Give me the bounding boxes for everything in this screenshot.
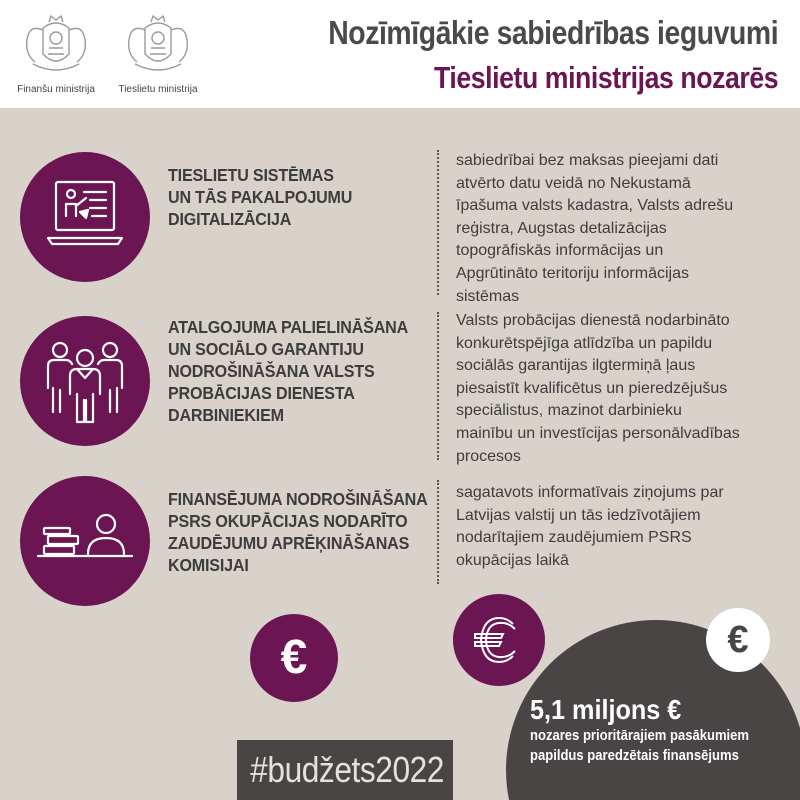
divider	[437, 480, 439, 584]
hashtag-text: #budžets2022	[250, 749, 444, 790]
divider	[437, 150, 439, 295]
logo-label: Finanšu ministrija	[17, 84, 95, 95]
benefit-description: sabiedrībai bez maksas pieejami dati atvērto datu veidā no Nekustamā īpašuma valsts kadastra, Valsts adrešu reģistra, Augstas detalizācijas topogrāfiskās informācijas un Apgrūtināto teritoriju informācijas sistēmas	[456, 152, 734, 305]
logo-label: Tieslietu ministrija	[118, 84, 198, 95]
benefit-title: TIESLIETU SISTĒMAS UN TĀS PAKALPOJUMU DIGITALIZĀCIJA	[168, 165, 353, 229]
people-group-icon	[20, 316, 150, 446]
euro-outline-icon	[453, 594, 545, 686]
euro-icon: €	[250, 614, 338, 702]
header	[0, 0, 800, 108]
summary-amount: 5,1 miljons €	[530, 694, 682, 725]
euro-icon: €	[706, 608, 770, 672]
summary-description: nozares prioritārajiem pasākumiem papildus paredzētais finansējums	[530, 728, 750, 764]
latvia-coat-of-arms-icon	[19, 14, 93, 78]
hashtag-badge	[237, 740, 453, 800]
page-subtitle: Tieslietu ministrijas nozarēs	[433, 60, 778, 95]
benefit-description: sagatavots informatīvais ziņojums par Latvijas valstij un tās iedzīvotājiem nodarītajiem zaudējumiem PSRS okupācijas laikā	[456, 484, 724, 569]
logo-finansu-ministrija	[6, 14, 106, 95]
benefit-title: ATALGOJUMA PALIELINĀŠANA UN SOCIĀLO GARANTIJU NODROŠINĀŠANA VALSTS PROBĀCIJAS DIENESTA DARBINIEKIEM	[168, 317, 409, 425]
person-desk-books-icon	[20, 476, 150, 606]
logo-tieslietu-ministrija	[108, 14, 208, 95]
page-title: Nozīmīgākie sabiedrības ieguvumi	[328, 14, 778, 51]
benefit-description: Valsts probācijas dienestā nodarbināto konkurētspējīga atlīdzība un papildu sociālās garantijas ilgtermiņā ļaus piesaistīt kvalificētus un pieredzējušus speciālistus, mazinot darbinieku mainību un investīcijas personālvadības procesos	[456, 312, 740, 465]
benefit-title: FINANSĒJUMA NODROŠINĀŠANA PSRS OKUPĀCIJAS NODARĪTO ZAUDĒJUMU APRĒĶINĀŠANAS KOMISIJAI	[168, 489, 428, 575]
laptop-presentation-icon	[20, 152, 150, 282]
divider	[437, 312, 439, 460]
latvia-coat-of-arms-icon	[121, 14, 195, 78]
